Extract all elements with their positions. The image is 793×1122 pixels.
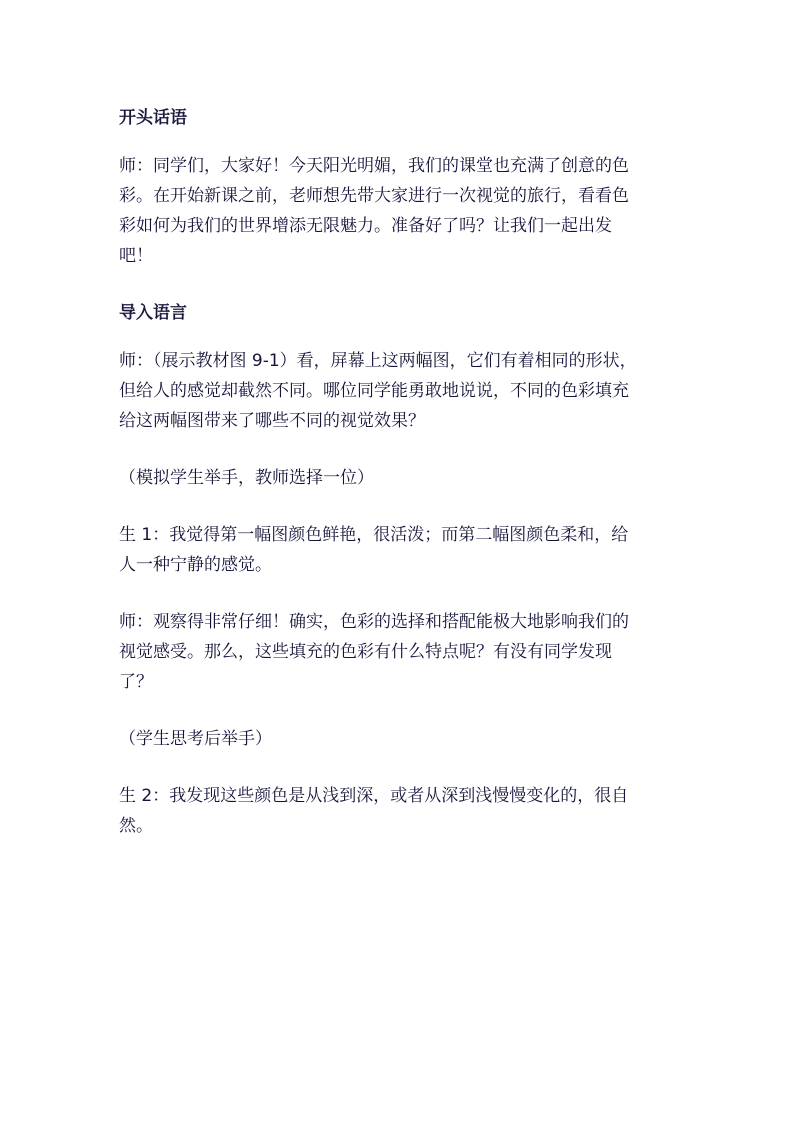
paragraph-intro-teacher-2 [119, 607, 719, 697]
paragraph-line: 师：观察得非常仔细！确实，色彩的选择和搭配能极大地影响我们的 [119, 612, 629, 632]
paragraph-line: 生 1：我觉得第一幅图颜色鲜艳，很活泼；而第二幅图颜色柔和，给 [119, 525, 629, 545]
paragraph-student-2 [119, 781, 719, 841]
paragraph-line: （模拟学生举手，教师选择一位） [119, 468, 374, 488]
paragraph-stage-direction-1 [119, 463, 719, 493]
section-heading-opening: 开头话语 [119, 108, 187, 128]
paragraph-stage-direction-2 [119, 724, 719, 754]
paragraph-opening-teacher [119, 151, 719, 271]
paragraph-student-1 [119, 520, 719, 580]
paragraph-line: 师：同学们，大家好！今天阳光明媚，我们的课堂也充满了创意的色 [119, 156, 629, 176]
document-page [119, 103, 719, 841]
paragraph-line: 彩如何为我们的世界增添无限魅力。准备好了吗？让我们一起出发 [119, 216, 612, 236]
paragraph-line: 人一种宁静的感觉。 [119, 555, 272, 575]
section-heading-introduction: 导入语言 [119, 303, 187, 323]
paragraph-line: 彩。在开始新课之前，老师想先带大家进行一次视觉的旅行，看看色 [119, 186, 629, 206]
paragraph-line: 了？ [119, 672, 153, 692]
paragraph-intro-teacher-1 [119, 346, 719, 436]
paragraph-line: 吧！ [119, 246, 153, 266]
paragraph-line: （学生思考后举手） [119, 729, 272, 749]
paragraph-line: 视觉感受。那么，这些填充的色彩有什么特点呢？有没有同学发现 [119, 642, 612, 662]
paragraph-line: 给这两幅图带来了哪些不同的视觉效果？ [119, 411, 425, 431]
paragraph-line: 然。 [119, 816, 153, 836]
paragraph-line: 生 2：我发现这些颜色是从浅到深，或者从深到浅慢慢变化的，很自 [119, 786, 629, 806]
paragraph-line: 但给人的感觉却截然不同。哪位同学能勇敢地说说，不同的色彩填充 [119, 381, 629, 401]
paragraph-line: 师：（展示教材图 9-1）看，屏幕上这两幅图，它们有着相同的形状， [119, 351, 637, 371]
